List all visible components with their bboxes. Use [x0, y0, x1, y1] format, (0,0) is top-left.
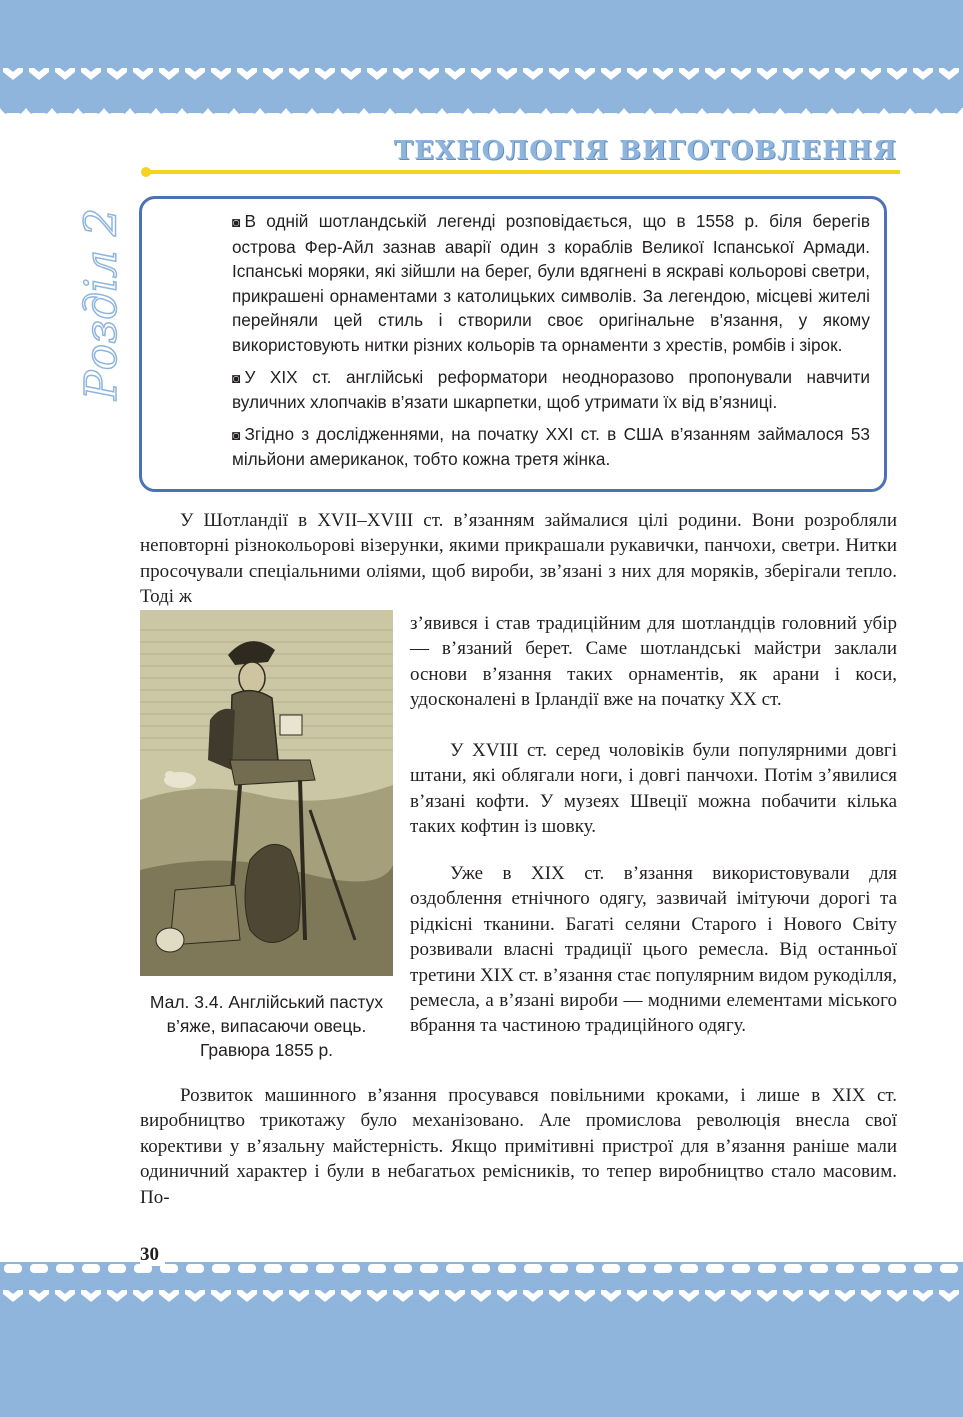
fact-text: Згідно з дослідженнями, на початку XXI ст. в США в’язанням займалося 53 мільйони американок, тобто кожна третя жінка. — [232, 423, 870, 470]
figure-caption: Мал. 3.4. Англійський пастух в’яже, випасаючи овець. Гравюра 1855 р. — [149, 992, 384, 1060]
engraving-illustration — [140, 610, 393, 976]
body-paragraph: з’явився і став традиційним для шотландців головний убір — в’язаний берет. Саме шотландські майстри заклали основи в’язання таких орнаментів, як арани і коси, удосконалені в Ірландії вже на початку XX ст. — [410, 613, 897, 711]
fact-text: В одній шотландській легенді розповідається, що в 1558 р. біля берегів острова Фер-Айл зазнав аварії один з кораблів Великої Іспанської Армади. Іспанські моряки, які зійшли на берег, були вдягнені в яскраві кольорові светри, прикрашені орнаментами з католицьких символів. За легендою, місцеві жителі перейняли цей стиль і створили своє оригінальне в’язання, у якому використовують нитки різних кольорів та орнаменти з хрестів, ромбів і зірок. — [232, 211, 870, 355]
bullet-icon: ◙ — [232, 369, 241, 386]
header-yellow-rule — [140, 167, 900, 177]
bottom-ornament-pattern — [0, 1252, 963, 1417]
facts-box — [139, 196, 887, 492]
page-number: 30 — [140, 1244, 165, 1266]
section-label: Розділ 2 — [76, 207, 127, 400]
body-paragraph: Розвиток машинного в’язання просувався повільними кроками, і лише в XIX ст. виробництво трикотажу було механізовано. Але промислова революція внесла свої корективи у в’язальну майстерність. Якщо примітивні пристрої для в’язання раніше мали одиничний характер і були в небагатьох ремісників, то тепер виробництво стало масовим. По- — [140, 1085, 897, 1208]
fact-item — [232, 422, 870, 472]
fact-item — [232, 209, 870, 358]
body-paragraph: Уже в XIX ст. в’язання використовували для оздоблення етнічного одягу, зазвичай імітуючи дорогі та рідкісні тканини. Багаті селяни Старого і Нового Світу розвивали власні традиції цього ремесла. Від останньої третини XIX ст. в’язання стає популярним видом рукоділля, ремесла, а в’язані вироби — модними елементами міського вбрання та частиною традиційного одягу. — [410, 863, 897, 1037]
top-ornament-pattern — [0, 0, 963, 132]
bullet-icon: ◙ — [232, 214, 241, 230]
running-header-title: ТЕХНОЛОГІЯ ВИГОТОВЛЕННЯ — [393, 136, 897, 166]
body-paragraph: У XVIII ст. серед чоловіків були популярними довгі штани, які облягали ноги, і довгі панчохи. Потім з’явилися в’язані кофти. У музеях Швеції можна побачити кілька таких кофтин із шовку. — [410, 740, 897, 838]
bullet-icon: ◙ — [232, 426, 241, 443]
top-ornament-band — [0, 0, 963, 132]
fact-text: У XIX ст. англійські реформатори неодноразово пропонували навчити вуличних хлопчаків в’язати шкарпетки, щоб утримати їх від в’язниці. — [232, 366, 870, 413]
body-paragraph: У Шотландії в XVII–XVIII ст. в’язанням займалися цілі родини. Вони розробляли неповторні різнокольорові візерунки, якими прикрашали рукавички, панчохи, светри. Нитки просочували спеціальними оліями, щоб вироби, зв’язані з них для моряків, зберігали тепло. Тоді ж — [140, 510, 897, 608]
bottom-ornament-band — [0, 1252, 963, 1417]
fact-item — [232, 365, 870, 415]
